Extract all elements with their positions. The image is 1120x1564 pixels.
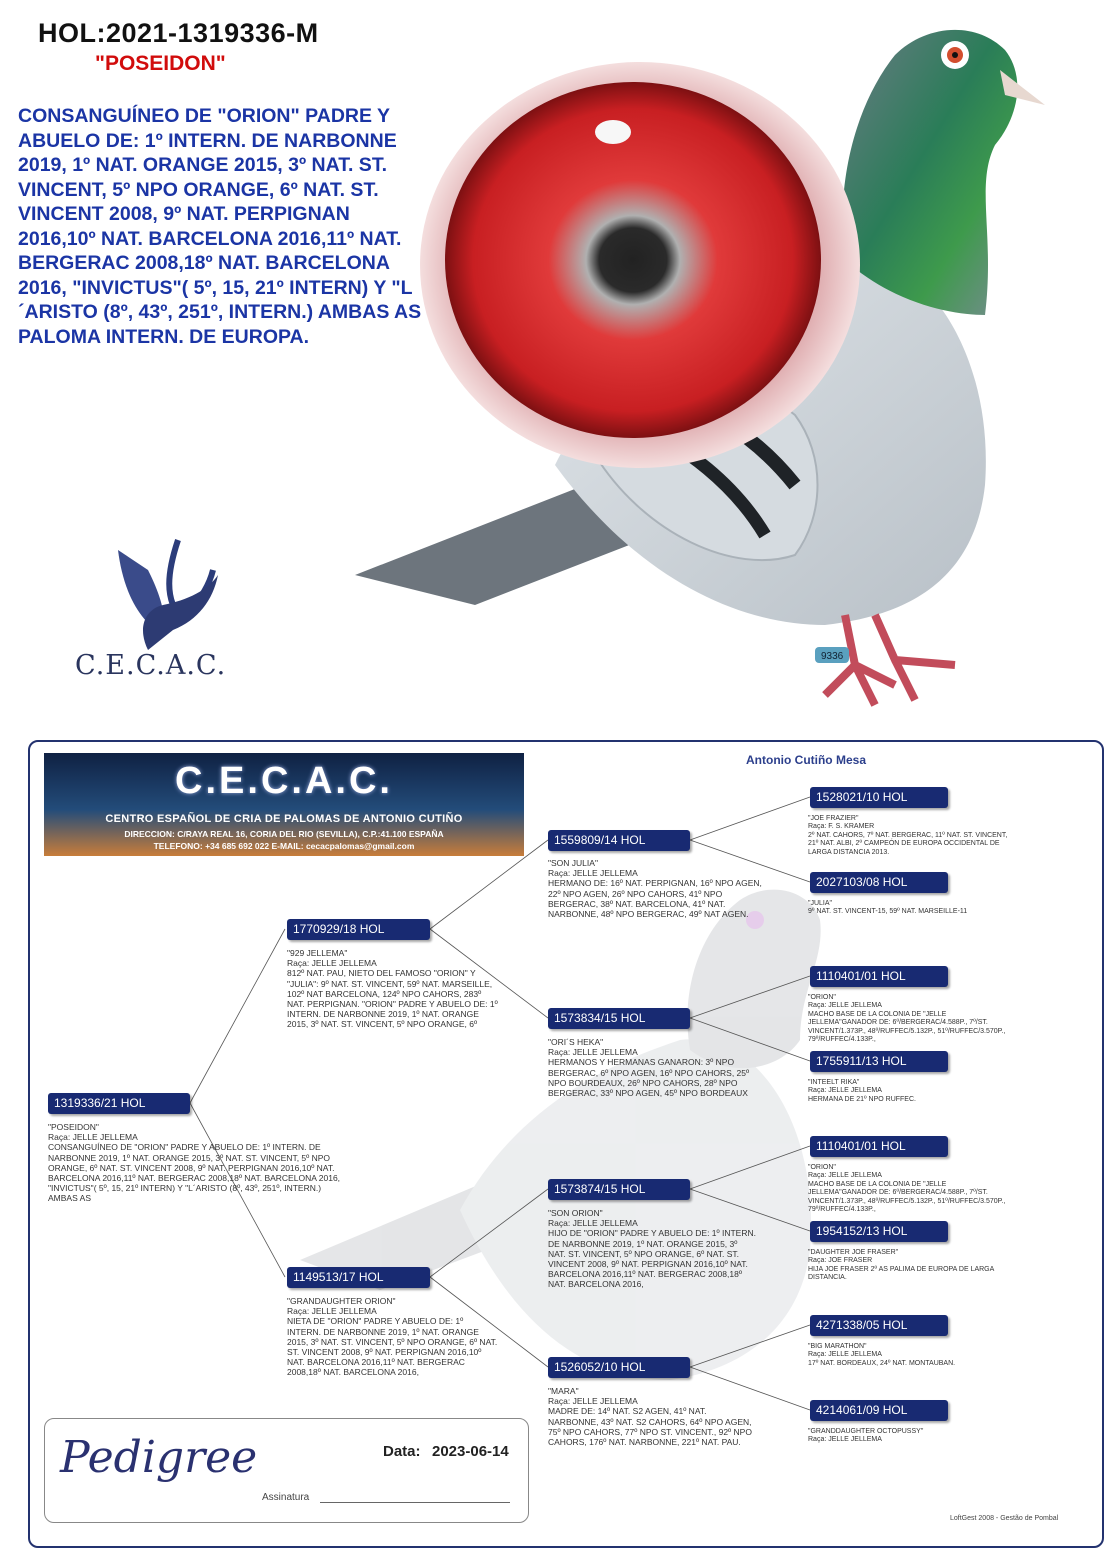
signature-label: Assinatura xyxy=(262,1492,310,1503)
bird-name: "POSEIDON" xyxy=(95,52,226,75)
pedigree-info-maternal-grandfather: "SON ORION" Raça: JELLE JELLEMA HIJO DE "ORION" PADRE Y ABUELO DE: 1º INTERN. DE NARBONNE 2019, 1º NAT. ORANGE 2015, 3º NAT. ST. VINCENT, 5º NPO ORANGE, 6º NAT. ST. VINCENT 2008, 9º NAT. PERPIGNAN 2016,10º NAT. BARCELONA 2016,11º NAT. BERGERAC 2008,18º NAT. BARCELONA 2016, xyxy=(548,1208,756,1290)
pedigree-info-ggp-6: "DAUGHTER JOE FRASER" Raça: JOE FRASER HIJA JOE FRASER 2º AS PALIMA DE EUROPA DE LARGA DISTANCIA. xyxy=(808,1249,994,1282)
date-label: Data: xyxy=(383,1443,421,1460)
breeder-name: Antonio Cutiño Mesa xyxy=(746,753,866,767)
pedigree-info-ggp-2: "JULIA" 9º NAT. ST. VINCENT-15, 59º NAT. MARSEILLE-11 xyxy=(808,900,968,916)
banner-subtitle: CENTRO ESPAÑOL DE CRIA DE PALOMAS DE ANTONIO CUTIÑO xyxy=(105,813,463,825)
date-value: 2023-06-14 xyxy=(432,1443,509,1460)
banner-title: C.E.C.A.C. xyxy=(175,760,393,802)
pedigree-info-subject: "POSEIDON" Raça: JELLE JELLEMA CONSANGUÍNEO DE "ORION" PADRE Y ABUELO DE: 1º INTERN. DE NARBONNE 2019, 1º NAT. ORANGE 2015, 3º NAT. ST. VINCENT, 5º NPO ORANGE, 6º NAT. ST. VINCENT 2008, 9º NAT. PERPIGNAN 2016,10º NAT. BARCELONA 2016,11º NAT. BERGERAC 2008,18º NAT. BARCELONA 2016, "INVICTUS"( 5º, 15, 21º INTERN) Y "L´ARISTO (8º, 43º, 251º, INTERN.) AMBAS AS xyxy=(48,1122,341,1204)
pedigree-info-paternal-grandmother: "ORI´S HEKA" Raça: JELLE JELLEMA HERMANOS Y HERMANAS GANARON: 3º NPO BERGERAC, 6º NPO AGEN, 16º NPO CAHORS, 25º NPO BOURDEAUX, 26º NPO CAHORS, 28º NPO BERGERAC, 33º NPO AGEN, 45º NPO BORDEAUX xyxy=(548,1037,750,1099)
logo-text: C.E.C.A.C. xyxy=(75,650,227,681)
pedigree-node-ggp-4[interactable]: 1755911/13 HOL xyxy=(810,1051,948,1072)
pedigree-node-ggp-7[interactable]: 4271338/05 HOL xyxy=(810,1315,948,1336)
pedigree-info-paternal-grandfather: "SON JULIA" Raça: JELLE JELLEMA HERMANO DE: 16º NAT. PERPIGNAN, 16º NPO AGEN, 22º NPO AGEN, 26º NPO CAHORS, 41º NPO BERGERAC, 38º NAT. BARCELONA, 41º NAT. NARBONNE, 48º NPO BERGERAC, 49º NAT AGEN. xyxy=(548,858,762,920)
banner-phone: TELEFONO: +34 685 692 022 E-MAIL: cecacpalomas@gmail.com xyxy=(153,841,415,851)
pedigree-node-father[interactable]: 1770929/18 HOL xyxy=(287,919,430,940)
pedigree-info-ggp-4: "INTEELT RIKA" Raça: JELLE JELLEMA HERMANA DE 21º NPO RUFFEC. xyxy=(808,1079,916,1103)
pedigree-node-ggp-1[interactable]: 1528021/10 HOL xyxy=(810,787,948,808)
banner-address: DIRECCION: C/RAYA REAL 16, CORIA DEL RIO (SEVILLA), C.P.:41.100 ESPAÑA xyxy=(124,829,444,839)
pedigree-info-ggp-5: "ORION" Raça: JELLE JELLEMA MACHO BASE DE LA COLONIA DE "JELLE JELLEMA"GANADOR DE: 6º/BERGERAC/4.588P., 7º/ST. VINCENT/1.373P., 48º/RUFFEC/5.132P., 51º/RUFFEC/3.570P., 79º/RUFFEC/4.133P., xyxy=(808,1164,1006,1214)
pedigree-node-ggp-5[interactable]: 1110401/01 HOL xyxy=(810,1136,948,1157)
pedigree-node-paternal-grandmother[interactable]: 1573834/15 HOL xyxy=(548,1008,690,1029)
pedigree-node-paternal-grandfather[interactable]: 1559809/14 HOL xyxy=(548,830,690,851)
pedigree-node-ggp-3[interactable]: 1110401/01 HOL xyxy=(810,966,948,987)
ring-number-title: HOL:2021-1319336-M xyxy=(38,18,319,48)
pedigree-node-ggp-8[interactable]: 4214061/09 HOL xyxy=(810,1400,948,1421)
pedigree-info-ggp-7: "BIG MARATHON" Raça: JELLE JELLEMA 17º NAT. BORDEAUX, 24º NAT. MONTAUBAN. xyxy=(808,1343,956,1367)
pedigree-node-ggp-2[interactable]: 2027103/08 HOL xyxy=(810,872,948,893)
pedigree-node-mother[interactable]: 1149513/17 HOL xyxy=(287,1267,430,1288)
pedigree-node-ggp-6[interactable]: 1954152/13 HOL xyxy=(810,1221,948,1242)
pedigree-info-father: "929 JELLEMA" Raça: JELLE JELLEMA 812º NAT. PAU, NIETO DEL FAMOSO "ORION" Y "JULIA": 9º NAT. ST. VINCENT, 59º NAT. MARSEILLE, 102º NAT BARCELONA, 124º NPO CAHORS, 283º NAT. PERPIGNAN. "ORION" PADRE Y ABUELO DE: 1º INTERN. DE NARBONNE 2019, 1º NAT. ORANGE 2015, 3º NAT. ST. VINCENT, 5º NPO ORANGE, 6º xyxy=(287,948,498,1030)
signature-line xyxy=(320,1502,510,1503)
pedigree-node-subject[interactable]: 1319336/21 HOL xyxy=(48,1093,190,1114)
software-credit: LoftGest 2008 - Gestão de Pombal xyxy=(950,1515,1059,1522)
pedigree-info-ggp-3: "ORION" Raça: JELLE JELLEMA MACHO BASE DE LA COLONIA DE "JELLE JELLEMA"GANADOR DE: 6º/BERGERAC/4.588P., 7º/ST. VINCENT/1.373P., 48º/RUFFEC/5.132P., 51º/RUFFEC/3.570P., 79º/RUFFEC/4.133P., xyxy=(808,994,1006,1044)
pedigree-node-maternal-grandmother[interactable]: 1526052/10 HOL xyxy=(548,1357,690,1378)
pedigree-script-title: Pedigree xyxy=(60,1432,258,1483)
pedigree-info-mother: "GRANDAUGHTER ORION" Raça: JELLE JELLEMA NIETA DE "ORION" PADRE Y ABUELO DE: 1º INTERN. DE NARBONNE 2019, 1º NAT. ORANGE 2015, 3º NAT. ST. VINCENT, 5º NPO ORANGE, 6º NAT. ST. VINCENT 2008, 9º NAT. PERPIGNAN 2016,10º NAT. BARCELONA 2016,11º NAT. BERGERAC 2008,18º NAT. BARCELONA 2016, xyxy=(287,1296,498,1378)
ring-band-text: 9336 xyxy=(821,651,844,662)
pedigree-info-ggp-1: "JOE FRAZIER" Raça: F. S. KRAMER 2º NAT. CAHORS, 7º NAT. BERGERAC, 11º NAT. ST. VINCENT, 21º NAT. ALBI, 2º CAMPEÓN DE EUROPA OCCIDENTAL DE LARGA DISTANCIA 2013. xyxy=(808,815,1008,856)
pedigree-info-maternal-grandmother: "MARA" Raça: JELLE JELLEMA MADRE DE: 14º NAT. S2 AGEN, 41º NAT. NARBONNE, 43º NAT. S2 CAHORS, 64º NPO AGEN, 75º NPO CAHORS, 77º NPO ST. VINCENT., 92º NPO CAHORS, 176º NAT. NARBONNE, 221º NAT. PAU. xyxy=(548,1386,752,1448)
pedigree-node-maternal-grandfather[interactable]: 1573874/15 HOL xyxy=(548,1179,690,1200)
pedigree-info-ggp-8: "GRANDDAUGHTER OCTOPUSSY" Raça: JELLE JELLEMA xyxy=(808,1428,924,1444)
bird-description: CONSANGUÍNEO DE "ORION" PADRE Y ABUELO DE: 1º INTERN. DE NARBONNE 2019, 1º NAT. ORANGE 2015, 3º NAT. ST. VINCENT, 5º NPO ORANGE, 6º NAT. ST. VINCENT 2008, 9º NAT. PERPIGNAN 2016,10º NAT. BARCELONA 2016,11º NAT. BERGERAC 2008,18º NAT. BARCELONA 2016, "INVICTUS"( 5º, 15, 21º INTERN) Y "L´ARISTO (8º, 43º, 251º, INTERN.) AMBAS AS PALOMA INTERN. DE EUROPA. xyxy=(18,105,422,348)
